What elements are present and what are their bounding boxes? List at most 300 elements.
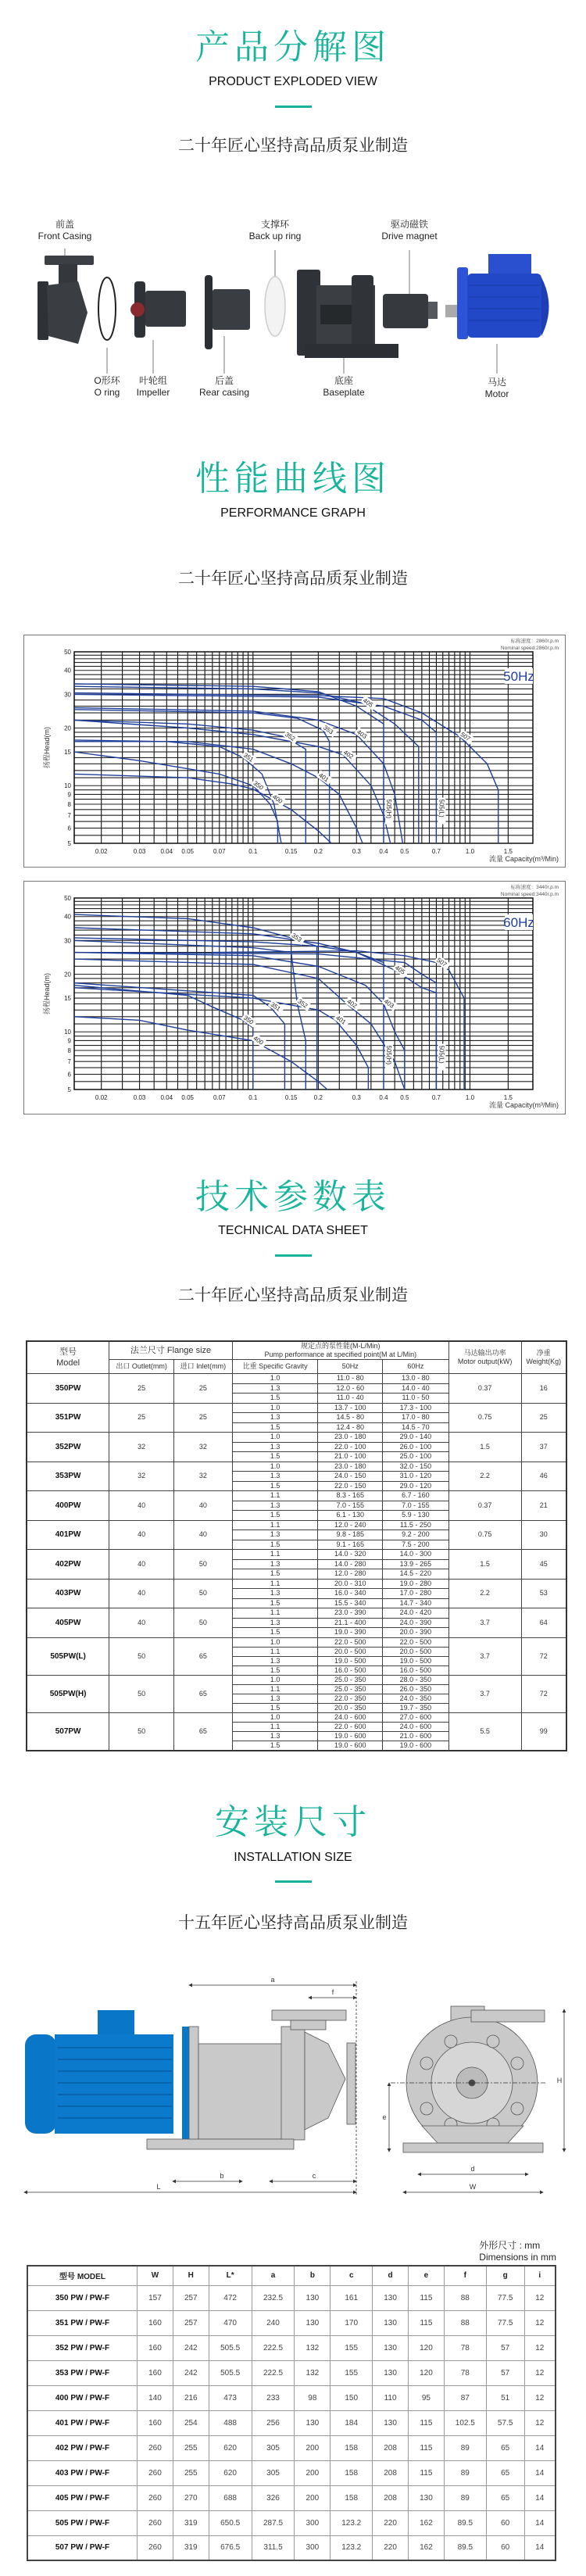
perf-50hz-cell: 22.0 - 500 <box>318 1637 383 1647</box>
perf-50hz-cell: 25.0 - 350 <box>318 1675 383 1684</box>
x-tick-label: 0.03 <box>133 848 146 855</box>
weight-cell: 25 <box>521 1403 566 1433</box>
front-casing-part <box>38 256 94 344</box>
inlet-cell: 50 <box>174 1579 233 1608</box>
performance-chart-50hz <box>23 635 566 868</box>
y-axis-label: 扬程Head(m) <box>43 726 51 769</box>
section-tagline-exploded: 二十年匠心坚持高品质泵业制造 <box>178 136 408 155</box>
dim-value-cell: 115 <box>409 2460 445 2485</box>
header-model: 型号 Model <box>27 1341 109 1374</box>
section-title-exploded: 产品分解图 <box>195 27 391 67</box>
header-specific-gravity: 比重 Specific Gravity <box>232 1360 318 1374</box>
motor-output-cell: 2.2 <box>448 1579 521 1608</box>
dim-label-e: e <box>382 2113 387 2121</box>
perf-50hz-cell: 14.0 - 320 <box>318 1550 383 1560</box>
dim-value-cell: 200 <box>295 2460 331 2485</box>
x-tick-label: 0.3 <box>352 848 361 855</box>
curve-label: 405 <box>361 696 375 709</box>
table-row <box>27 1520 566 1530</box>
specific-gravity-cell: 1.3 <box>232 1656 318 1665</box>
dim-value-cell: 208 <box>373 2435 409 2460</box>
dim-value-cell: 57 <box>486 2360 524 2385</box>
motor-output-cell: 3.7 <box>448 1675 521 1712</box>
x-tick-label: 0.7 <box>431 848 441 855</box>
curve-label: 505(H) <box>384 1045 392 1064</box>
dim-value-cell: 110 <box>373 2385 409 2410</box>
weight-cell: 45 <box>521 1550 566 1580</box>
outlet-cell: 40 <box>109 1608 174 1638</box>
table-row <box>27 1550 566 1560</box>
curve-label: 353 <box>290 932 303 944</box>
specific-gravity-cell: 1.5 <box>232 1452 318 1462</box>
perf-50hz-cell: 15.5 - 340 <box>318 1598 383 1608</box>
motor-output-cell: 0.37 <box>448 1374 521 1404</box>
dim-value-cell: 57.5 <box>486 2410 524 2435</box>
dim-value-cell: 14 <box>524 2535 556 2560</box>
drive-magnet-part <box>383 294 438 328</box>
specific-gravity-cell: 1.5 <box>232 1741 318 1751</box>
dim-value-cell: 89 <box>444 2485 486 2510</box>
dim-value-cell: 254 <box>173 2410 209 2435</box>
dim-value-cell: 240 <box>252 2310 295 2335</box>
dim-value-cell: 12 <box>524 2285 556 2310</box>
dim-header-cell: H <box>173 2266 209 2285</box>
y-tick-label: 15 <box>64 995 71 1003</box>
perf-50hz-cell: 11.0 - 40 <box>318 1394 383 1404</box>
table-row <box>27 2410 556 2435</box>
perf-60hz-cell: 29.0 - 140 <box>383 1433 449 1443</box>
motor-output-cell: 0.75 <box>448 1520 521 1550</box>
perf-50hz-cell: 24.0 - 150 <box>318 1472 383 1482</box>
table-row <box>27 1433 566 1443</box>
perf-50hz-cell: 19.0 - 600 <box>318 1741 383 1751</box>
dim-header-cell: f <box>444 2266 486 2285</box>
perf-60hz-cell: 20.0 - 390 <box>383 1628 449 1638</box>
dim-value-cell: 130 <box>373 2360 409 2385</box>
model-cell: 402 PW / PW-F <box>27 2435 138 2460</box>
dim-value-cell: 130 <box>295 2310 331 2335</box>
header-inlet: 进口 Inlet(mm) <box>174 1360 233 1374</box>
x-tick-label: 1.0 <box>465 848 475 855</box>
dim-value-cell: 300 <box>295 2535 331 2560</box>
perf-60hz-cell: 16.0 - 500 <box>383 1665 449 1675</box>
specific-gravity-cell: 1.5 <box>232 1569 318 1580</box>
table-row <box>27 1637 566 1647</box>
y-tick-label: 50 <box>64 649 71 656</box>
technical-data-table <box>26 1340 567 1751</box>
dim-value-cell: 260 <box>138 2510 173 2535</box>
y-tick-label: 30 <box>64 937 71 945</box>
dim-value-cell: 120 <box>409 2335 445 2360</box>
dim-value-cell: 95 <box>409 2385 445 2410</box>
dim-value-cell: 305 <box>252 2460 295 2485</box>
table-row <box>27 1712 566 1722</box>
section-tagline-performance: 二十年匠心坚持高品质泵业制造 <box>178 569 408 588</box>
perf-50hz-cell: 14.0 - 280 <box>318 1559 383 1569</box>
inlet-cell: 32 <box>174 1462 233 1491</box>
inlet-cell: 32 <box>174 1433 233 1462</box>
dim-value-cell: 158 <box>331 2435 373 2460</box>
dim-value-cell: 130 <box>373 2285 409 2310</box>
perf-50hz-cell: 23.0 - 390 <box>318 1608 383 1619</box>
x-tick-label: 0.07 <box>213 848 226 855</box>
dim-value-cell: 257 <box>173 2310 209 2335</box>
specific-gravity-cell: 1.1 <box>232 1608 318 1619</box>
curve-label: 352 <box>284 730 297 743</box>
model-cell: 400 PW / PW-F <box>27 2385 138 2410</box>
x-tick-label: 0.02 <box>95 1094 108 1101</box>
dim-value-cell: 12 <box>524 2410 556 2435</box>
dim-value-cell: 232.5 <box>252 2285 295 2310</box>
x-tick-label: 1.5 <box>503 1094 513 1101</box>
y-tick-label: 8 <box>67 1046 71 1054</box>
dimension-table <box>27 2265 556 2561</box>
dim-value-cell: 208 <box>373 2485 409 2510</box>
curve-label: 403 <box>382 997 395 1010</box>
perf-60hz-cell: 29.0 - 120 <box>383 1481 449 1491</box>
perf-50hz-cell: 19.0 - 600 <box>318 1731 383 1741</box>
dim-value-cell: 14 <box>524 2510 556 2535</box>
side-view-motor <box>25 2010 198 2140</box>
table-row <box>27 1579 566 1589</box>
specific-gravity-cell: 1.3 <box>232 1559 318 1569</box>
dim-value-cell: 150 <box>331 2385 373 2410</box>
dim-value-cell: 155 <box>331 2360 373 2385</box>
dim-value-cell: 89 <box>444 2460 486 2485</box>
model-cell: 505PW(H) <box>27 1675 109 1712</box>
o-ring-part <box>98 277 116 340</box>
weight-cell: 72 <box>521 1637 566 1675</box>
dimension-unit-note: 外形尺寸 : mm Dimensions in mm <box>479 2240 556 2263</box>
perf-60hz-cell: 7.0 - 155 <box>383 1501 449 1511</box>
x-tick-label: 1.0 <box>465 1094 475 1101</box>
performance-chart-60hz <box>23 881 566 1114</box>
dim-value-cell: 220 <box>373 2535 409 2560</box>
motor-output-cell: 0.75 <box>448 1403 521 1433</box>
perf-60hz-cell: 22.0 - 500 <box>383 1637 449 1647</box>
header-50hz: 50Hz <box>318 1360 383 1374</box>
outlet-cell: 40 <box>109 1520 174 1550</box>
curve-label: 507 <box>459 730 472 743</box>
x-tick-label: 0.04 <box>160 848 173 855</box>
weight-cell: 37 <box>521 1433 566 1462</box>
y-tick-label: 6 <box>67 1071 71 1079</box>
dim-header-cell: c <box>331 2266 373 2285</box>
curve-400 <box>74 1017 327 1089</box>
table-row <box>27 2360 556 2385</box>
dim-value-cell: 57 <box>486 2335 524 2360</box>
dim-value-cell: 326 <box>252 2485 295 2510</box>
rear-casing-part <box>205 275 250 349</box>
dim-value-cell: 305 <box>252 2435 295 2460</box>
curve-label: 402 <box>345 997 359 1010</box>
outlet-cell: 25 <box>109 1403 174 1433</box>
impeller-part <box>130 281 186 338</box>
weight-cell: 99 <box>521 1712 566 1751</box>
dim-value-cell: 242 <box>173 2335 209 2360</box>
perf-50hz-cell: 20.0 - 310 <box>318 1579 383 1589</box>
dim-value-cell: 12 <box>524 2335 556 2360</box>
perf-50hz-cell: 12.0 - 240 <box>318 1520 383 1530</box>
dim-label-f: f <box>331 1988 334 1996</box>
specific-gravity-cell: 1.3 <box>232 1694 318 1703</box>
x-tick-label: 0.2 <box>313 1094 323 1101</box>
perf-60hz-cell: 24.0 - 390 <box>383 1618 449 1628</box>
perf-50hz-cell: 23.0 - 180 <box>318 1462 383 1472</box>
perf-50hz-cell: 24.0 - 600 <box>318 1712 383 1722</box>
outlet-cell: 25 <box>109 1374 174 1404</box>
table-row <box>27 2335 556 2360</box>
perf-50hz-cell: 8.3 - 165 <box>318 1491 383 1501</box>
model-cell: 352 PW / PW-F <box>27 2335 138 2360</box>
curve-352 <box>74 720 306 843</box>
y-tick-label: 7 <box>67 812 71 820</box>
specific-gravity-cell: 1.1 <box>232 1647 318 1656</box>
perf-60hz-cell: 27.0 - 600 <box>383 1712 449 1722</box>
perf-60hz-cell: 20.0 - 500 <box>383 1647 449 1656</box>
curve-label: 507 <box>435 956 448 968</box>
y-tick-label: 50 <box>64 895 71 902</box>
dim-header-cell: a <box>252 2266 295 2285</box>
perf-60hz-cell: 19.0 - 280 <box>383 1579 449 1589</box>
section-subtitle-exploded: PRODUCT EXPLODED VIEW <box>209 75 377 88</box>
inlet-cell: 65 <box>174 1637 233 1675</box>
table-row <box>27 2485 556 2510</box>
dim-value-cell: 60 <box>486 2510 524 2535</box>
dim-value-cell: 220 <box>373 2510 409 2535</box>
header-motor: 马达输出功率 Motor output(kW) <box>448 1341 521 1374</box>
section-subtitle-performance: PERFORMANCE GRAPH <box>220 506 366 520</box>
dim-value-cell: 319 <box>173 2510 209 2535</box>
x-tick-label: 0.07 <box>213 1094 226 1101</box>
specific-gravity-cell: 1.1 <box>232 1491 318 1501</box>
motor-output-cell: 3.7 <box>448 1637 521 1675</box>
specific-gravity-cell: 1.5 <box>232 1481 318 1491</box>
perf-60hz-cell: 13.9 - 265 <box>383 1559 449 1569</box>
specific-gravity-cell: 1.3 <box>232 1530 318 1540</box>
part-label-motor: 马达 Motor <box>484 377 509 399</box>
x-tick-label: 0.02 <box>95 848 108 855</box>
dim-header-cell: 型号 MODEL <box>27 2266 138 2285</box>
dim-value-cell: 158 <box>331 2485 373 2510</box>
speed-label-en: Nominal speed:2860r.p.m <box>500 646 559 651</box>
frequency-badge: 50Hz <box>503 669 534 684</box>
weight-cell: 21 <box>521 1491 566 1521</box>
header-outlet: 出口 Outlet(mm) <box>109 1360 174 1374</box>
dim-value-cell: 130 <box>295 2410 331 2435</box>
perf-50hz-cell: 21.0 - 100 <box>318 1452 383 1462</box>
dim-value-cell: 257 <box>173 2285 209 2310</box>
curve-label: 505(H) <box>384 799 392 818</box>
dim-value-cell: 170 <box>331 2310 373 2335</box>
perf-50hz-cell: 11.0 - 80 <box>318 1374 383 1384</box>
model-cell: 401 PW / PW-F <box>27 2410 138 2435</box>
curve-350 <box>74 752 277 843</box>
x-tick-label: 0.5 <box>400 1094 409 1101</box>
curve-label: 402 <box>341 748 355 761</box>
perf-60hz-cell: 14.5 - 70 <box>383 1422 449 1433</box>
specific-gravity-cell: 1.3 <box>232 1413 318 1423</box>
table-row <box>27 2510 556 2535</box>
perf-60hz-cell: 19.7 - 350 <box>383 1703 449 1712</box>
outlet-cell: 32 <box>109 1462 174 1491</box>
specific-gravity-cell: 1.0 <box>232 1637 318 1647</box>
perf-60hz-cell: 11.0 - 50 <box>383 1394 449 1404</box>
perf-60hz-cell: 31.0 - 120 <box>383 1472 449 1482</box>
perf-60hz-cell: 24.0 - 350 <box>383 1694 449 1703</box>
dim-value-cell: 102.5 <box>444 2410 486 2435</box>
perf-50hz-cell: 12.4 - 80 <box>318 1422 383 1433</box>
part-label-front-casing: 前盖 Front Casing <box>38 219 92 242</box>
dim-header-cell: g <box>486 2266 524 2285</box>
specific-gravity-cell: 1.0 <box>232 1433 318 1443</box>
perf-50hz-cell: 23.0 - 180 <box>318 1433 383 1443</box>
header-flange: 法兰尺寸 Flange size <box>109 1341 233 1360</box>
dim-value-cell: 216 <box>173 2385 209 2410</box>
x-axis-label: 流量 Capacity(m³/Min) <box>488 855 559 863</box>
dim-value-cell: 115 <box>409 2285 445 2310</box>
model-cell: 507 PW / PW-F <box>27 2535 138 2560</box>
dim-value-cell: 88 <box>444 2310 486 2335</box>
y-tick-label: 20 <box>64 724 71 732</box>
dim-value-cell: 222.5 <box>252 2360 295 2385</box>
model-cell: 351PW <box>27 1403 109 1433</box>
dim-label-c: c <box>312 2172 316 2180</box>
header-performance: 规定点的泵性能(M-L/Min) Pump performance at specified point(M at L/Min) <box>232 1341 448 1360</box>
dim-label-L: L <box>156 2183 161 2191</box>
perf-50hz-cell: 9.1 - 165 <box>318 1540 383 1550</box>
part-label-back-up-ring: 支撑环 Back up ring <box>248 219 302 242</box>
specific-gravity-cell: 1.5 <box>232 1703 318 1712</box>
outlet-cell: 50 <box>109 1637 174 1675</box>
y-tick-label: 30 <box>64 691 71 699</box>
speed-label-en: Nominal speed:3440r.p.m <box>500 892 559 897</box>
perf-50hz-cell: 20.0 - 500 <box>318 1647 383 1656</box>
chart-svg-60hz <box>24 882 566 1115</box>
perf-50hz-cell: 13.7 - 100 <box>318 1403 383 1413</box>
inlet-cell: 25 <box>174 1374 233 1404</box>
dim-value-cell: 98 <box>295 2385 331 2410</box>
curve-label: 401 <box>317 771 331 784</box>
section-divider <box>275 106 312 108</box>
x-tick-label: 0.4 <box>379 848 388 855</box>
side-view-pump <box>147 2010 356 2149</box>
chart-svg-50hz <box>24 635 566 868</box>
dim-value-cell: 60 <box>486 2535 524 2560</box>
x-tick-label: 0.04 <box>160 1094 173 1101</box>
specific-gravity-cell: 1.0 <box>232 1403 318 1413</box>
dim-value-cell: 120 <box>409 2360 445 2385</box>
part-label-drive-magnet: 驱动磁铁 Drive magnet <box>381 219 438 242</box>
dim-value-cell: 132 <box>295 2360 331 2385</box>
dim-header-cell: e <box>409 2266 445 2285</box>
specific-gravity-cell: 1.1 <box>232 1550 318 1560</box>
dim-value-cell: 65 <box>486 2485 524 2510</box>
dim-label-d: d <box>470 2165 475 2173</box>
curve-400 <box>74 774 331 843</box>
header-60hz: 60Hz <box>383 1360 449 1374</box>
model-cell: 351 PW / PW-F <box>27 2310 138 2335</box>
motor-output-cell: 1.5 <box>448 1433 521 1462</box>
section-subtitle-technical: TECHNICAL DATA SHEET <box>218 1224 368 1237</box>
table-row <box>27 2285 556 2310</box>
perf-60hz-cell: 17.0 - 280 <box>383 1589 449 1599</box>
x-tick-label: 0.7 <box>431 1094 441 1101</box>
perf-50hz-cell: 12.0 - 280 <box>318 1569 383 1580</box>
dim-value-cell: 260 <box>138 2535 173 2560</box>
section-divider <box>275 1880 312 1883</box>
outlet-cell: 40 <box>109 1579 174 1608</box>
x-tick-label: 0.1 <box>248 848 258 855</box>
dim-value-cell: 162 <box>409 2535 445 2560</box>
table-row <box>27 2535 556 2560</box>
outlet-cell: 32 <box>109 1433 174 1462</box>
curve-label: 505(L) <box>438 1045 445 1064</box>
perf-50hz-cell: 16.0 - 340 <box>318 1589 383 1599</box>
outlet-cell: 50 <box>109 1675 174 1712</box>
dim-value-cell: 123.2 <box>331 2510 373 2535</box>
y-tick-label: 10 <box>64 782 71 790</box>
specific-gravity-cell: 1.5 <box>232 1628 318 1638</box>
model-cell: 352PW <box>27 1433 109 1462</box>
dim-value-cell: 208 <box>373 2460 409 2485</box>
specific-gravity-cell: 1.0 <box>232 1374 318 1384</box>
dim-value-cell: 115 <box>409 2435 445 2460</box>
dim-value-cell: 255 <box>173 2460 209 2485</box>
model-cell: 505PW(L) <box>27 1637 109 1675</box>
dim-value-cell: 14 <box>524 2485 556 2510</box>
weight-cell: 53 <box>521 1579 566 1608</box>
curve-label: 351 <box>241 751 255 764</box>
inlet-cell: 50 <box>174 1608 233 1638</box>
y-tick-label: 6 <box>67 825 71 832</box>
perf-60hz-cell: 21.0 - 600 <box>383 1731 449 1741</box>
perf-50hz-cell: 16.0 - 500 <box>318 1665 383 1675</box>
perf-50hz-cell: 19.0 - 390 <box>318 1628 383 1638</box>
perf-60hz-cell: 7.5 - 200 <box>383 1540 449 1550</box>
dim-label-W: W <box>469 2183 477 2191</box>
dim-value-cell: 233 <box>252 2385 295 2410</box>
perf-50hz-cell: 20.0 - 350 <box>318 1703 383 1712</box>
x-tick-label: 0.2 <box>313 848 323 855</box>
dim-value-cell: 184 <box>331 2410 373 2435</box>
curve-label: 401 <box>334 1014 348 1026</box>
dim-value-cell: 287.5 <box>252 2510 295 2535</box>
section-divider <box>275 1254 312 1257</box>
dim-value-cell: 200 <box>295 2485 331 2510</box>
curve-label: 400 <box>252 1034 265 1046</box>
y-tick-label: 15 <box>64 749 71 757</box>
dim-value-cell: 200 <box>295 2435 331 2460</box>
dim-value-cell: 260 <box>138 2435 173 2460</box>
specific-gravity-cell: 1.5 <box>232 1394 318 1404</box>
table-row <box>27 1491 566 1501</box>
perf-50hz-cell: 7.0 - 155 <box>318 1501 383 1511</box>
dim-value-cell: 88 <box>444 2285 486 2310</box>
dim-value-cell: 162 <box>409 2510 445 2535</box>
perf-60hz-cell: 26.0 - 100 <box>383 1442 449 1452</box>
curve-label: 400 <box>271 792 284 806</box>
model-cell: 405 PW / PW-F <box>27 2485 138 2510</box>
dim-value-cell: 87 <box>444 2385 486 2410</box>
model-cell: 403 PW / PW-F <box>27 2460 138 2485</box>
dim-value-cell: 12 <box>524 2385 556 2410</box>
perf-60hz-cell: 24.0 - 420 <box>383 1608 449 1619</box>
y-tick-label: 40 <box>64 913 71 921</box>
y-tick-label: 9 <box>67 791 71 799</box>
motor-output-cell: 5.5 <box>448 1712 521 1751</box>
y-tick-label: 5 <box>67 840 71 847</box>
